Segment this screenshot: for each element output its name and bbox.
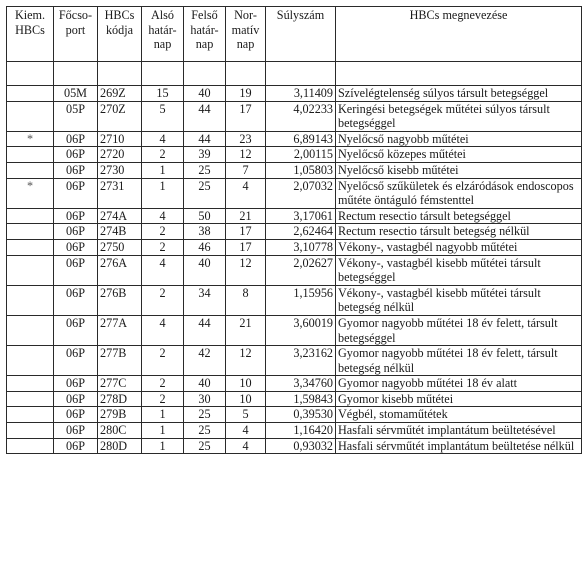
cell-hbc-kod: 2730: [98, 162, 142, 178]
cell-kiem: [7, 285, 54, 315]
cell-kiem: [7, 391, 54, 407]
header-normativ-nap: Nor- matív nap: [226, 7, 266, 62]
cell-hbc-kod: 276A: [98, 255, 142, 285]
cell-normativ-nap: 17: [226, 224, 266, 240]
cell-sulyszam: 1,16420: [266, 423, 336, 439]
cell-sulyszam: 2,62464: [266, 224, 336, 240]
cell-kiem: [7, 86, 54, 102]
cell-sulyszam: 3,11409: [266, 86, 336, 102]
cell-normativ-nap: 17: [226, 239, 266, 255]
cell-hbc-kod: 280D: [98, 438, 142, 454]
cell-normativ-nap: 4: [226, 178, 266, 208]
cell-focsoport: 06P: [54, 178, 98, 208]
header-sulyszam: Súlyszám: [266, 7, 336, 62]
cell-megnevezes: Keringési betegségek műtétei súlyos társult betegséggel: [336, 101, 582, 131]
cell-megnevezes: Szívelégtelenség súlyos társult betegséggel: [336, 86, 582, 102]
cell-felso-hatarnap: 25: [184, 423, 226, 439]
cell-hbc-kod: 277A: [98, 315, 142, 345]
table-row: [7, 285, 582, 315]
cell-hbc-kod: [98, 62, 142, 86]
cell-focsoport: 06P: [54, 285, 98, 315]
cell-kiem: [7, 62, 54, 86]
cell-kiem: [7, 346, 54, 376]
cell-kiem: [7, 423, 54, 439]
table-row: [7, 255, 582, 285]
cell-megnevezes: Gyomor nagyobb műtétei 18 év felett, társult betegség nélkül: [336, 346, 582, 376]
cell-kiem: [7, 162, 54, 178]
cell-normativ-nap: 7: [226, 162, 266, 178]
cell-normativ-nap: 10: [226, 391, 266, 407]
cell-felso-hatarnap: 50: [184, 208, 226, 224]
cell-kiem: [7, 407, 54, 423]
cell-kiem: [7, 101, 54, 131]
cell-hbc-kod: 2731: [98, 178, 142, 208]
cell-kiem: [7, 255, 54, 285]
cell-sulyszam: 2,02627: [266, 255, 336, 285]
cell-felso-hatarnap: 44: [184, 315, 226, 345]
cell-sulyszam: 3,10778: [266, 239, 336, 255]
cell-felso-hatarnap: 30: [184, 391, 226, 407]
cell-sulyszam: 4,02233: [266, 101, 336, 131]
cell-focsoport: 06P: [54, 407, 98, 423]
cell-focsoport: 06P: [54, 147, 98, 163]
cell-also-hatarnap: 4: [142, 315, 184, 345]
header-megnevezes: HBCs megnevezése: [336, 7, 582, 62]
cell-megnevezes: Vékony-, vastagbél kisebb műtétei társult betegség nélkül: [336, 285, 582, 315]
table-row: [7, 131, 582, 147]
cell-hbc-kod: 2720: [98, 147, 142, 163]
cell-megnevezes: Nyelőcső szűkületek és elzáródások endoscopos műtéte öntáguló fémstenttel: [336, 178, 582, 208]
cell-megnevezes: [336, 62, 582, 86]
cell-normativ-nap: 17: [226, 101, 266, 131]
cell-sulyszam: 2,07032: [266, 178, 336, 208]
cell-hbc-kod: 270Z: [98, 101, 142, 131]
cell-felso-hatarnap: 42: [184, 346, 226, 376]
document-page: [6, 6, 581, 454]
cell-focsoport: 06P: [54, 438, 98, 454]
cell-sulyszam: 2,00115: [266, 147, 336, 163]
table-row: [7, 208, 582, 224]
cell-also-hatarnap: 4: [142, 131, 184, 147]
cell-focsoport: 05M: [54, 86, 98, 102]
cell-megnevezes: Gyomor nagyobb műtétei 18 év felett, társult betegséggel: [336, 315, 582, 345]
cell-felso-hatarnap: 25: [184, 407, 226, 423]
cell-megnevezes: Gyomor nagyobb műtétei 18 év alatt: [336, 376, 582, 392]
table-row: [7, 101, 582, 131]
cell-normativ-nap: 19: [226, 86, 266, 102]
cell-normativ-nap: 23: [226, 131, 266, 147]
cell-also-hatarnap: 1: [142, 423, 184, 439]
cell-megnevezes: Gyomor kisebb műtétei: [336, 391, 582, 407]
cell-focsoport: 06P: [54, 131, 98, 147]
cell-kiem: [7, 315, 54, 345]
cell-sulyszam: 3,34760: [266, 376, 336, 392]
cell-felso-hatarnap: 25: [184, 162, 226, 178]
cell-megnevezes: Nyelőcső nagyobb műtétei: [336, 131, 582, 147]
cell-also-hatarnap: 15: [142, 86, 184, 102]
cell-kiem: *: [7, 178, 54, 208]
cell-felso-hatarnap: [184, 62, 226, 86]
cell-focsoport: 06P: [54, 224, 98, 240]
header-felso-hatarnap: Felső határ- nap: [184, 7, 226, 62]
cell-sulyszam: 0,39530: [266, 407, 336, 423]
cell-focsoport: 06P: [54, 315, 98, 345]
cell-megnevezes: Hasfali sérvműtét implantátum beültetésével: [336, 423, 582, 439]
cell-felso-hatarnap: 39: [184, 147, 226, 163]
cell-focsoport: 06P: [54, 208, 98, 224]
cell-also-hatarnap: 2: [142, 391, 184, 407]
cell-sulyszam: 3,23162: [266, 346, 336, 376]
cell-also-hatarnap: 1: [142, 407, 184, 423]
cell-sulyszam: 3,17061: [266, 208, 336, 224]
cell-also-hatarnap: 4: [142, 255, 184, 285]
cell-focsoport: 06P: [54, 162, 98, 178]
cell-sulyszam: 1,15956: [266, 285, 336, 315]
cell-felso-hatarnap: 46: [184, 239, 226, 255]
cell-also-hatarnap: 4: [142, 208, 184, 224]
table-row: [7, 346, 582, 376]
cell-megnevezes: Vékony-, vastagbél kisebb műtétei társult betegséggel: [336, 255, 582, 285]
cell-sulyszam: 3,60019: [266, 315, 336, 345]
cell-megnevezes: Nyelőcső kisebb műtétei: [336, 162, 582, 178]
cell-felso-hatarnap: 25: [184, 178, 226, 208]
cell-focsoport: 06P: [54, 376, 98, 392]
cell-kiem: [7, 438, 54, 454]
header-kiem: Kiem. HBCs: [7, 7, 54, 62]
cell-normativ-nap: 12: [226, 147, 266, 163]
cell-megnevezes: Vékony-, vastagbél nagyobb műtétei: [336, 239, 582, 255]
cell-focsoport: 06P: [54, 255, 98, 285]
cell-focsoport: [54, 62, 98, 86]
hbc-table: [6, 6, 582, 454]
table-row: [7, 438, 582, 454]
cell-normativ-nap: 21: [226, 208, 266, 224]
cell-felso-hatarnap: 40: [184, 86, 226, 102]
cell-normativ-nap: 8: [226, 285, 266, 315]
cell-megnevezes: Rectum resectio társult betegség nélkül: [336, 224, 582, 240]
cell-normativ-nap: 12: [226, 255, 266, 285]
cell-hbc-kod: 2710: [98, 131, 142, 147]
cell-focsoport: 06P: [54, 423, 98, 439]
table-header-row: [7, 7, 582, 62]
cell-sulyszam: 1,59843: [266, 391, 336, 407]
cell-kiem: [7, 208, 54, 224]
cell-also-hatarnap: 2: [142, 376, 184, 392]
cell-also-hatarnap: 2: [142, 346, 184, 376]
cell-hbc-kod: 277C: [98, 376, 142, 392]
cell-normativ-nap: 5: [226, 407, 266, 423]
table-row: [7, 162, 582, 178]
cell-focsoport: 06P: [54, 346, 98, 376]
cell-normativ-nap: 21: [226, 315, 266, 345]
cell-kiem: [7, 147, 54, 163]
table-row: [7, 239, 582, 255]
cell-felso-hatarnap: 25: [184, 438, 226, 454]
cell-felso-hatarnap: 44: [184, 101, 226, 131]
cell-sulyszam: 6,89143: [266, 131, 336, 147]
cell-sulyszam: [266, 62, 336, 86]
cell-focsoport: 06P: [54, 239, 98, 255]
header-also-hatarnap: Alsó határ- nap: [142, 7, 184, 62]
cell-sulyszam: 0,93032: [266, 438, 336, 454]
cell-megnevezes: Végbél, stomaműtétek: [336, 407, 582, 423]
cell-megnevezes: Nyelőcső közepes műtétei: [336, 147, 582, 163]
cell-megnevezes: Hasfali sérvműtét implantátum beültetése nélkül: [336, 438, 582, 454]
table-row: [7, 315, 582, 345]
cell-felso-hatarnap: 34: [184, 285, 226, 315]
cell-hbc-kod: 276B: [98, 285, 142, 315]
cell-felso-hatarnap: 40: [184, 376, 226, 392]
cell-also-hatarnap: 1: [142, 178, 184, 208]
cell-normativ-nap: [226, 62, 266, 86]
cell-kiem: [7, 224, 54, 240]
cell-hbc-kod: 277B: [98, 346, 142, 376]
cell-also-hatarnap: [142, 62, 184, 86]
cell-felso-hatarnap: 40: [184, 255, 226, 285]
cell-normativ-nap: 4: [226, 438, 266, 454]
cell-normativ-nap: 10: [226, 376, 266, 392]
cell-hbc-kod: 280C: [98, 423, 142, 439]
table-row: [7, 178, 582, 208]
table-row: [7, 147, 582, 163]
cell-megnevezes: Rectum resectio társult betegséggel: [336, 208, 582, 224]
cell-hbc-kod: 274A: [98, 208, 142, 224]
header-hbc-kodja: HBCs kódja: [98, 7, 142, 62]
cell-also-hatarnap: 2: [142, 224, 184, 240]
cell-focsoport: 06P: [54, 391, 98, 407]
table-row: [7, 423, 582, 439]
cell-also-hatarnap: 2: [142, 147, 184, 163]
cell-also-hatarnap: 2: [142, 285, 184, 315]
cell-also-hatarnap: 1: [142, 162, 184, 178]
cell-hbc-kod: 279B: [98, 407, 142, 423]
cell-normativ-nap: 12: [226, 346, 266, 376]
cell-kiem: [7, 239, 54, 255]
cell-also-hatarnap: 2: [142, 239, 184, 255]
cell-hbc-kod: 269Z: [98, 86, 142, 102]
cell-kiem: [7, 376, 54, 392]
table-row: [7, 407, 582, 423]
cell-hbc-kod: 278D: [98, 391, 142, 407]
cell-focsoport: 05P: [54, 101, 98, 131]
header-focsoport: Főcso- port: [54, 7, 98, 62]
cell-hbc-kod: 274B: [98, 224, 142, 240]
cell-felso-hatarnap: 38: [184, 224, 226, 240]
cell-kiem: *: [7, 131, 54, 147]
cell-sulyszam: 1,05803: [266, 162, 336, 178]
table-row: [7, 86, 582, 102]
table-row: [7, 62, 582, 86]
cell-also-hatarnap: 5: [142, 101, 184, 131]
table-body: [7, 62, 582, 454]
table-row: [7, 391, 582, 407]
cell-felso-hatarnap: 44: [184, 131, 226, 147]
cell-normativ-nap: 4: [226, 423, 266, 439]
cell-also-hatarnap: 1: [142, 438, 184, 454]
cell-hbc-kod: 2750: [98, 239, 142, 255]
table-row: [7, 376, 582, 392]
table-row: [7, 224, 582, 240]
